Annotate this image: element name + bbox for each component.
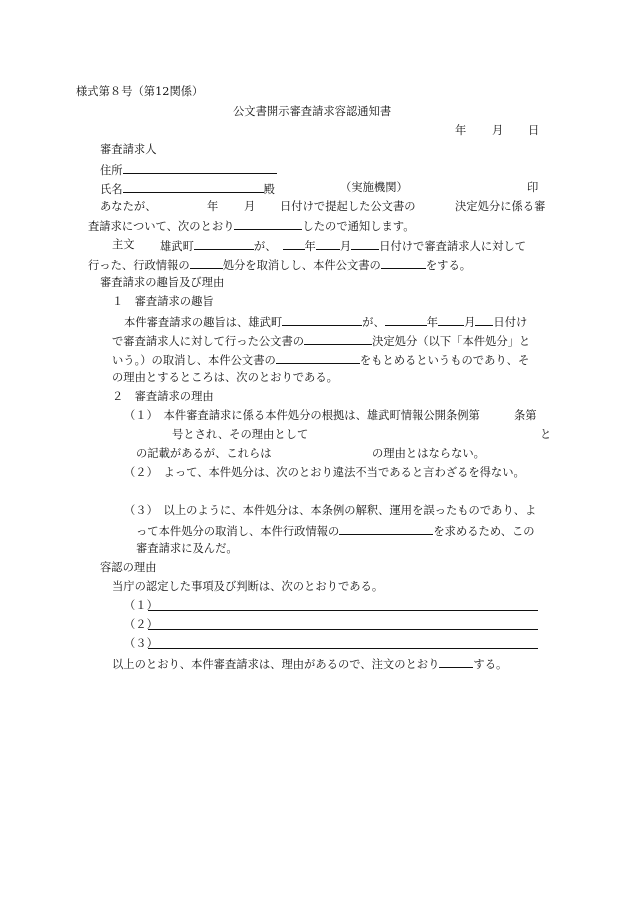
purpose-line-1 xyxy=(124,313,527,330)
intro-line-1b: 年 xyxy=(207,200,219,213)
date-day: 日 xyxy=(528,124,540,137)
main-line-2c: をする。 xyxy=(425,259,472,272)
purpose-blank-1 xyxy=(282,313,362,326)
purpose-line-3 xyxy=(112,351,529,368)
reason-p3-line-1: （３） 以上のように、本件処分は、本条例の解釈、運用を誤ったものであり、よ xyxy=(124,504,537,517)
closing-b: する。 xyxy=(473,658,508,671)
purpose-1b: が、 xyxy=(362,316,385,329)
reason-blank xyxy=(339,522,433,535)
name-line xyxy=(100,180,275,197)
closing-line xyxy=(112,655,507,672)
main-blank-1 xyxy=(194,237,254,250)
main-text-line-2 xyxy=(88,256,471,273)
document-title: 公文書開示審査請求容認通知書 xyxy=(233,105,392,118)
reason-p1-line-1b: 条第 xyxy=(514,409,537,422)
purpose-line-2 xyxy=(112,332,530,349)
main-blank-2 xyxy=(283,237,305,250)
closing-a: 以上のとおり、本件審査請求は、理由があるので、注文のとおり xyxy=(112,658,440,671)
purpose-3a: いう。）の取消し、本件公文書の xyxy=(112,354,276,367)
purpose-2a: で審査請求人に対して行った公文書の xyxy=(112,335,305,348)
intro-line-1e: 決定処分に係る審 xyxy=(455,200,546,213)
reason-heading: ２ 審査請求の理由 xyxy=(112,390,214,403)
intro-blank xyxy=(234,217,302,230)
main-line-2a: 行った、行政情報の xyxy=(88,259,190,272)
intro-line-2b: したので通知します。 xyxy=(302,220,415,233)
closing-blank xyxy=(439,655,473,668)
honorific: 殿 xyxy=(263,183,275,196)
reason-p2: （２） よって、本件処分は、次のとおり違法不当であると言わざるを得ない。 xyxy=(124,466,525,479)
acceptance-item-3: （３） xyxy=(124,637,158,650)
purpose-blank-2 xyxy=(385,313,427,326)
reason-p3-2b: を求めるため、この xyxy=(433,525,535,538)
main-blank-4 xyxy=(351,237,379,250)
acceptance-item-2: （２） xyxy=(124,618,158,631)
agency-label: （実施機関） xyxy=(340,181,408,194)
date-month: 月 xyxy=(492,124,504,137)
reason-p3-line-3: 審査請求に及んだ。 xyxy=(136,542,238,555)
seal-mark: 印 xyxy=(527,181,539,194)
main-town: 雄武町 xyxy=(160,240,194,253)
name-label: 氏名 xyxy=(100,183,123,196)
purpose-blank-5 xyxy=(304,332,372,345)
purpose-1c: 年 xyxy=(426,316,439,329)
reason-p1-line-2b: と xyxy=(540,428,552,441)
intro-line-2 xyxy=(88,217,415,234)
main-text-line-1 xyxy=(160,237,526,254)
intro-line-2a: 査請求について、次のとおり xyxy=(88,220,235,233)
purpose-blank-4 xyxy=(475,313,493,326)
reason-p1-line-3b: の理由とはならない。 xyxy=(372,447,485,460)
acceptance-item-1: （１） xyxy=(124,599,158,612)
reason-p3-2a: って本件処分の取消し、本件行政情報の xyxy=(136,525,340,538)
reason-p3-line-2 xyxy=(136,522,535,539)
purpose-blank-3 xyxy=(438,313,464,326)
purpose-blank-6 xyxy=(276,351,360,364)
reason-p1-line-2a: 号とされ、その理由として xyxy=(172,428,309,441)
intro-line-1d: 日付けで提起した公文書の xyxy=(280,200,416,213)
main-blank-3 xyxy=(316,237,340,250)
requester-heading: 審査請求人 xyxy=(100,143,157,156)
main-line-1-end: 日付けで審査請求人に対して xyxy=(379,240,527,253)
main-month: 月 xyxy=(339,240,352,253)
reason-p1-line-1a: （１） 本件審査請求に係る本件処分の根拠は、雄武町情報公開条例第 xyxy=(124,409,480,422)
address-line xyxy=(100,161,277,178)
address-label: 住所 xyxy=(100,164,123,177)
main-line-2b: 処分を取消しし、本件公文書の xyxy=(222,259,381,272)
main-blank-6 xyxy=(381,256,426,269)
purpose-1e: 日付け xyxy=(493,316,528,329)
reasons-heading: 審査請求の趣旨及び理由 xyxy=(100,276,225,289)
form-label: 様式第８号（第12関係） xyxy=(76,85,204,98)
purpose-1d: 月 xyxy=(464,316,476,329)
main-ga: が、 xyxy=(253,240,277,253)
acceptance-intro: 当庁の認定した事項及び判断は、次のとおりである。 xyxy=(112,580,384,593)
purpose-heading: １ 審査請求の趣旨 xyxy=(112,295,214,308)
main-blank-5 xyxy=(190,256,223,269)
acceptance-rule-2 xyxy=(148,629,538,630)
purpose-1a: 本件審査請求の趣旨は、雄武町 xyxy=(124,316,283,329)
acceptance-heading: 容認の理由 xyxy=(100,561,157,574)
intro-line-1a: あなたが、 xyxy=(100,200,157,213)
purpose-line-4: の理由とするところは、次のとおりである。 xyxy=(112,371,338,384)
name-blank xyxy=(123,180,264,193)
main-text-label: 主文 xyxy=(112,238,135,251)
purpose-2b: 決定処分（以下「本件処分」と xyxy=(372,335,531,348)
main-year: 年 xyxy=(304,240,316,253)
reason-p1-line-3a: の記載があるが、これらは xyxy=(136,447,272,460)
date-year: 年 xyxy=(455,124,467,137)
address-blank xyxy=(123,161,277,174)
intro-line-1c: 月 xyxy=(244,200,256,213)
purpose-3b: をもとめるというものであり、そ xyxy=(359,354,530,367)
acceptance-rule-3 xyxy=(148,648,538,649)
acceptance-rule-1 xyxy=(148,610,538,611)
